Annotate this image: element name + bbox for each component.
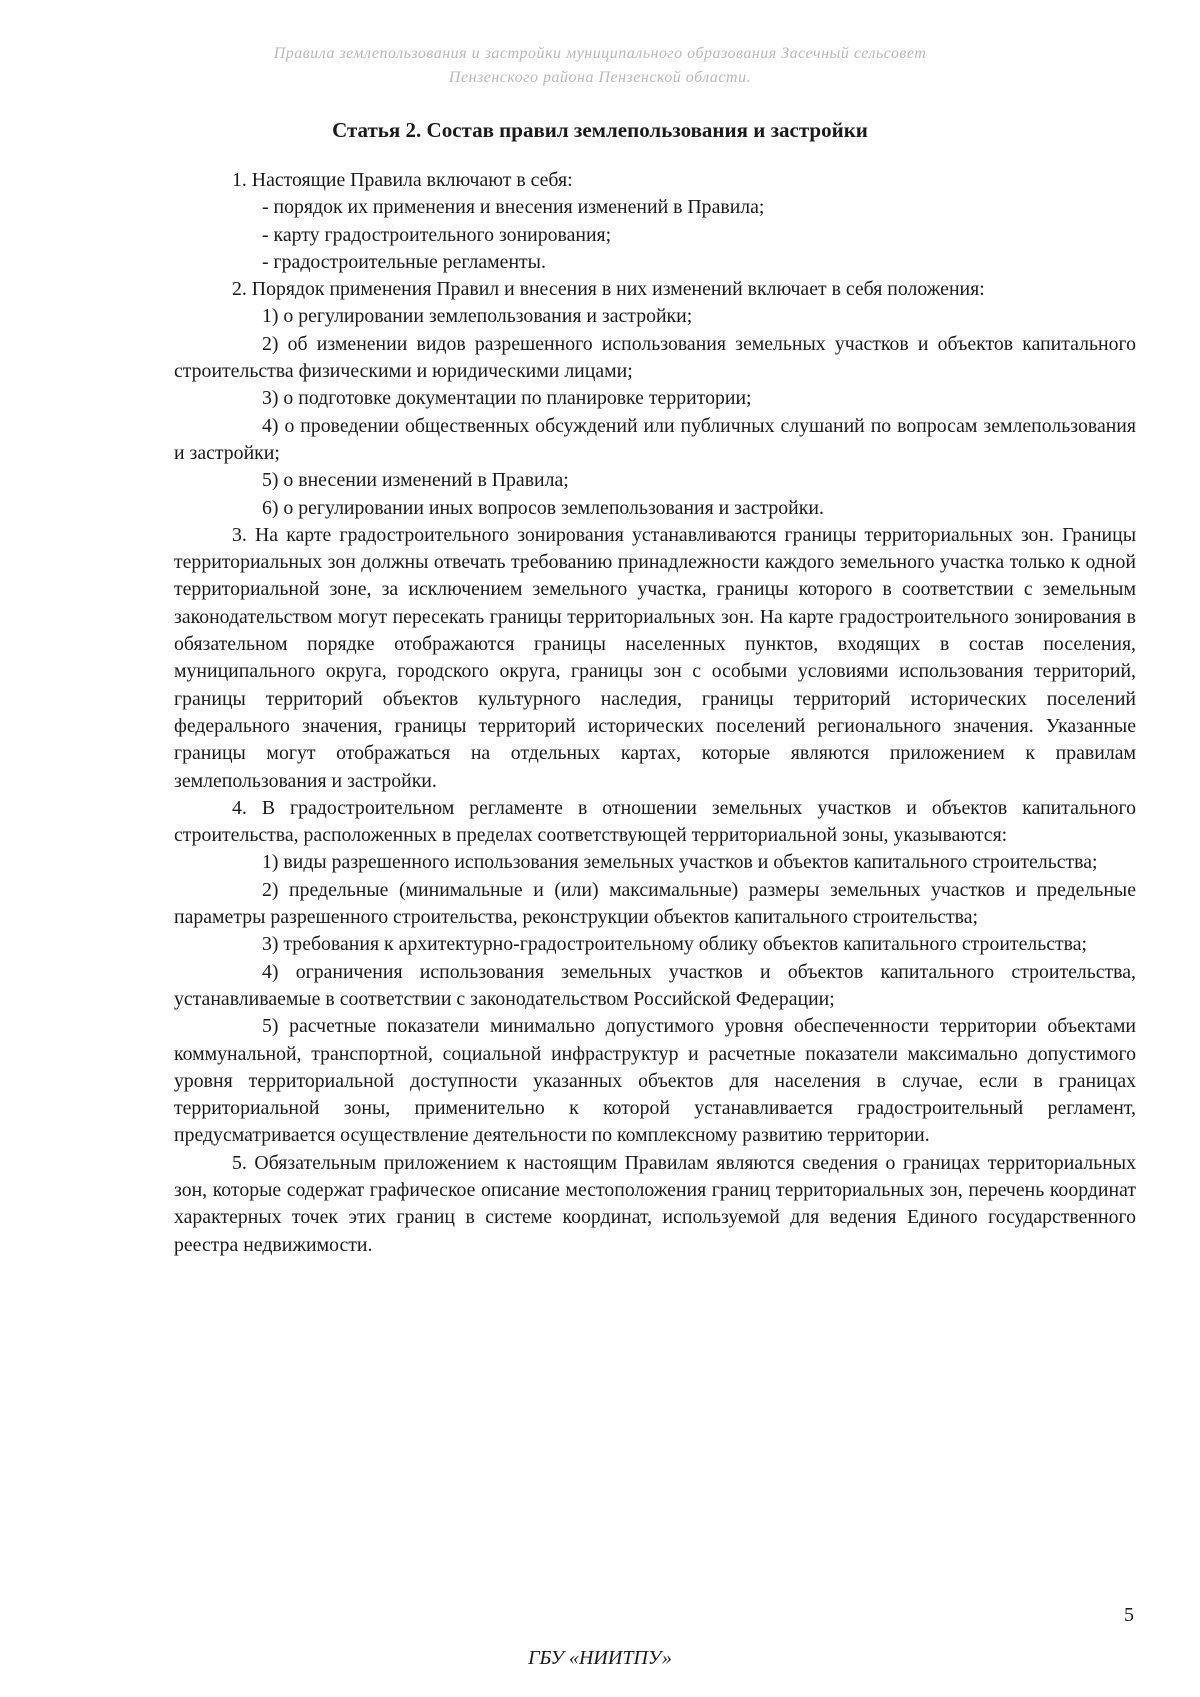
list-item: - карту градостроительного зонирования; — [262, 223, 612, 246]
list-item: - порядок их применения и внесения изменений в Правила; — [262, 196, 765, 219]
article-title: Статья 2. Состав правил землепользования и застройки — [332, 118, 868, 142]
running-header — [0, 42, 1200, 90]
list-item: - градостроительные регламенты. — [262, 250, 546, 273]
list-item: 4) ограничения использования земельных участков и объектов капитального строительства, устанавливаемые в соответствии с законодательством Российской Федерации; — [174, 960, 1136, 1010]
list-item: 5) о внесении изменений в Правила; — [262, 469, 569, 492]
list-item: 5) расчетные показатели минимально допустимого уровня обеспеченности территории объектами коммунальной, транспортной, социальной инфраструктур и расчетные показатели максимально допустимого уровня территориальной доступности указанных объектов для населения в случае, если в границах территориальной зоны, применительно к которой устанавливается градостроительный регламент, предусматривается осуществление деятельности по комплексному развитию территории. — [174, 1015, 1136, 1147]
paragraph: 2. Порядок применения Правил и внесения в них изменений включает в себя положения: — [232, 278, 985, 301]
running-header-line-1: Правила землепользования и застройки муниципального образования Засечный сельсовет — [273, 45, 927, 62]
list-item: 3) требования к архитектурно-градостроительному облику объектов капитального строительства; — [262, 933, 1088, 956]
page-footer: ГБУ «НИИТПУ» — [528, 1647, 672, 1669]
paragraph: 4. В градостроительном регламенте в отношении земельных участков и объектов капитального строительства, расположенных в пределах соответствующей территориальной зоны, указываются: — [174, 796, 1136, 847]
list-item: 3) о подготовке документации по планировке территории; — [262, 387, 752, 410]
list-item: 1) о регулировании землепользования и застройки; — [262, 305, 693, 328]
paragraph: 3. На карте градостроительного зонирования устанавливаются границы территориальных зон. Границы территориальных зон должны отвечать требованию принадлежности каждого земельного участка только к одной территориальной зоне, за исключением земельного участка, границы которого в соответствии с земельным законодательством могут пересекать границы территориальных зон. На карте градостроительного зонирования в обязательном порядке отображаются границы населенных пунктов, входящих в состав поселения, муниципального округа, городского округа, границы зон с особыми условиями использования территорий, границы территорий объектов культурного наследия, границы территорий исторических поселений федерального значения, границы территорий исторических поселений регионального значения. Указанные границы могут отображаться на отдельных картах, которые являются приложением к правилам землепользования и застройки. — [174, 523, 1136, 792]
list-item: 2) об изменении видов разрешенного использования земельных участков и объектов капитального строительства физическими и юридическими лицами; — [174, 332, 1136, 383]
list-item: 1) виды разрешенного использования земельных участков и объектов капитального строительства; — [262, 851, 1098, 874]
paragraph: 1. Настоящие Правила включают в себя: — [232, 169, 573, 191]
page-number: 5 — [1124, 1604, 1134, 1626]
running-header-line-2: Пензенского района Пензенской области. — [448, 69, 752, 86]
paragraph: 5. Обязательным приложением к настоящим Правилам являются сведения о границах территориальных зон, которые содержат графическое описание местоположения границ территориальных зон, перечень координат характерных точек этих границ в системе координат, используемой для ведения Единого государственного реестра недвижимости. — [174, 1151, 1136, 1256]
article-body — [174, 167, 1136, 1259]
list-item: 6) о регулировании иных вопросов землепользования и застройки. — [262, 496, 824, 519]
list-item: 2) предельные (минимальные и (или) максимальные) размеры земельных участков и предельные параметры разрешенного строительства, реконструкции объектов капитального строительства; — [174, 878, 1136, 929]
list-item: 4) о проведении общественных обсуждений или публичных слушаний по вопросам землепользования и застройки; — [174, 414, 1136, 464]
